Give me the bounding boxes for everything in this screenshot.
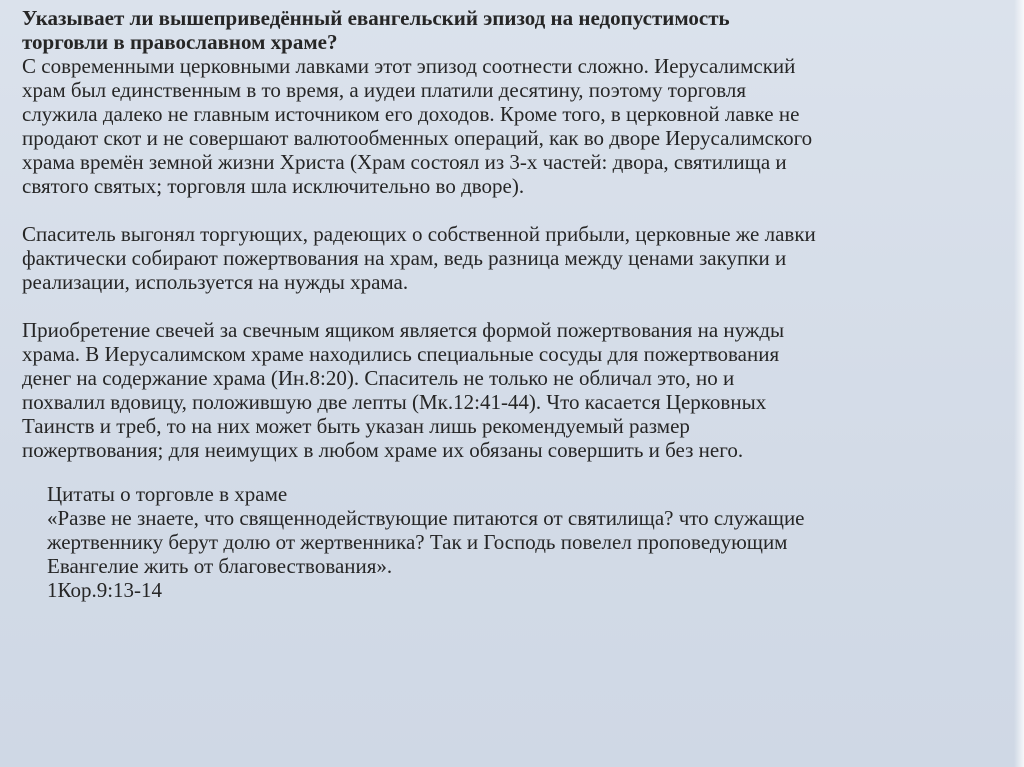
paragraph-gap [22, 198, 1002, 222]
slide-heading: Указывает ли вышеприведённый евангельский эпизод на недопустимость торговли в православном храме? [22, 6, 730, 54]
paragraph-candles: Приобретение свечей за свечным ящиком является формой пожертвования на нужды храма. В Иерусалимском храме находились специальные сосуды для пожертвования денег на содержание храма (Ин.8:20). Спаситель не только не обличал это, но и похвалил вдовицу, положившую две лепты (Мк.12:41-44). Что касается Церковных Таинств и треб, то на них может быть указан лишь рекомендуемый размер пожертвования; для неимущих в любом храме их обязаны совершить и без него. [22, 318, 785, 462]
paragraph-shops: С современными церковными лавками этот эпизод соотнести сложно. Иерусалимский храм был единственным в то время, а иудеи платили десятину, поэтому торговля служила далеко не главным источником его доходов. Кроме того, в церковной лавке не продают скот и не совершают валютообменных операций, как во дворе Иерусалимского храма времён земной жизни Христа (Храм состоял из 3-х частей: двора, святилища и святого святых; торговля шла исключительно во дворе). [22, 54, 813, 198]
quote-text: «Разве не знаете, что священнодействующие питаются от святилища? что служащие жертвеннику берут долю от жертвенника? Так и Господь повелел проповедующим Евангелие жить от благовествования». [47, 506, 805, 578]
paragraph-gap [22, 294, 1002, 318]
paragraph-savior: Спаситель выгонял торгующих, радеющих о собственной прибыли, церковные же лавки фактически собирают пожертвования на храм, ведь разница между ценами закупки и реализации, используется на нужды храма. [22, 222, 816, 294]
slide-edge-highlight [1014, 0, 1024, 767]
quote-block [47, 482, 1002, 602]
slide-content [22, 6, 1002, 602]
quote-title: Цитаты о торговле в храме [47, 482, 288, 506]
quote-reference: 1Кор.9:13-14 [47, 578, 163, 602]
